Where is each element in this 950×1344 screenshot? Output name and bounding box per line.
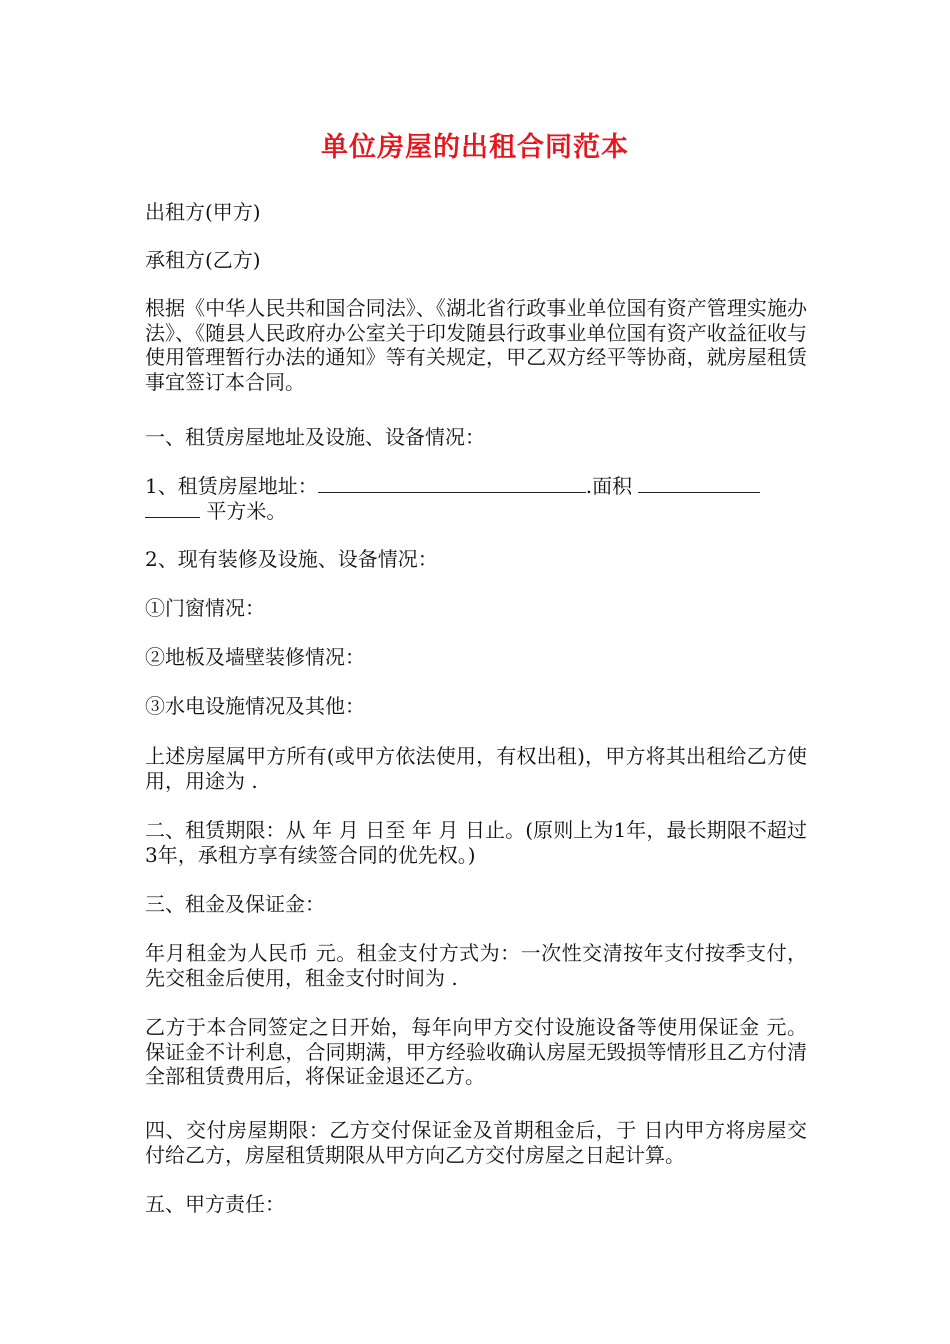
section-heading-rent-deposit: 三、租金及保证金： — [145, 892, 325, 916]
area-blank-1 — [638, 474, 760, 493]
address-blank — [318, 474, 586, 493]
document-title: 单位房屋的出租合同范本 — [321, 132, 629, 163]
area-unit: 平方米。 — [206, 498, 287, 523]
area-label: .面积 — [585, 474, 633, 498]
area-blank-2 — [145, 499, 200, 518]
paragraph-floor-walls: ②地板及墙壁装修情况： — [145, 645, 365, 669]
paragraph-ownership-use: 上述房屋属甲方所有(或甲方依法使用，有权出租)，甲方将其出租给乙方使用，用途为 . — [145, 744, 807, 793]
paragraph-lease-term: 二、租赁期限：从 年 月 日至 年 月 日止。(原则上为1年，最长期限不超过3年，承租方享有续签合同的优先权。) — [145, 818, 807, 867]
paragraph-doors-windows: ①门窗情况： — [145, 596, 265, 620]
paragraph-handover: 四、交付房屋期限：乙方交付保证金及首期租金后，于 日内甲方将房屋交付给乙方，房屋租赁期限从甲方向乙方交付房屋之日起计算。 — [145, 1118, 807, 1167]
paragraph-legal-basis: 根据《中华人民共和国合同法》、《湖北省行政事业单位国有资产管理实施办法》、《随县人民政府办公室关于印发随县行政事业单位国有资产收益征收与使用管理暂行办法的通知》等有关规定，甲乙双方经平等协商，就房屋租赁事宜签订本合同。 — [145, 296, 807, 394]
paragraph-rent-payment: 年月租金为人民币 元。租金支付方式为：一次性交清按年支付按季支付，先交租金后使用，租金支付时间为 . — [145, 941, 807, 990]
paragraph-utilities: ③水电设施情况及其他： — [145, 694, 365, 718]
paragraph-lessee: 承租方(乙方) — [145, 248, 261, 272]
section-heading-lessor-duties: 五、甲方责任： — [145, 1192, 285, 1216]
section-heading-address: 一、租赁房屋地址及设施、设备情况： — [145, 425, 485, 449]
paragraph-address-area — [145, 474, 807, 523]
paragraph-deposit: 乙方于本合同签定之日开始，每年向甲方交付设施设备等使用保证金 元。保证金不计利息，合同期满，甲方经验收确认房屋无毁损等情形且乙方付清全部租赁费用后，将保证金退还乙方。 — [145, 1015, 807, 1088]
paragraph-lessor: 出租方(甲方) — [145, 200, 261, 224]
paragraph-decoration: 2、现有装修及设施、设备情况： — [145, 547, 438, 571]
address-label: 1、租赁房屋地址： — [145, 474, 318, 498]
